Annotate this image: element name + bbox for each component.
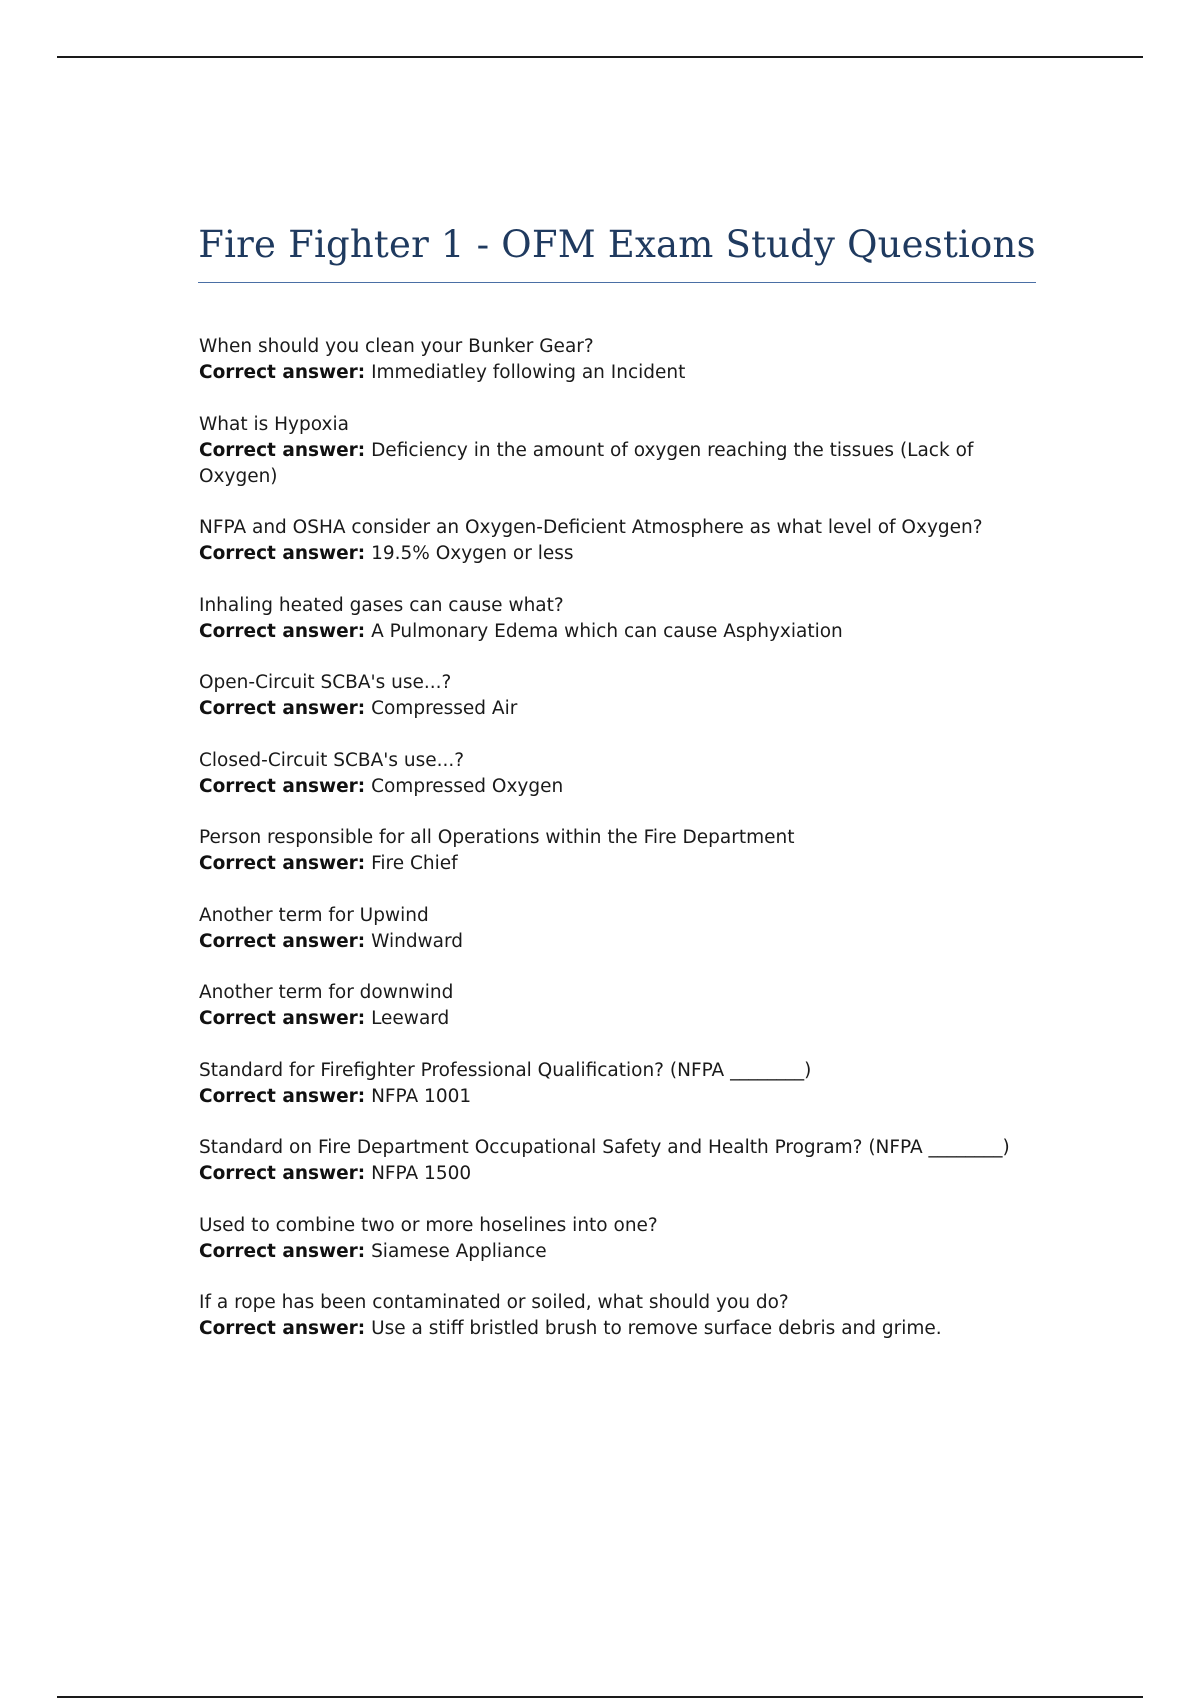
- answer-text: Siamese Appliance: [371, 1240, 547, 1262]
- answer-label: Correct answer:: [199, 853, 366, 874]
- question-item-9: [199, 980, 1029, 1032]
- question-text: When should you clean your Bunker Gear?: [199, 336, 594, 357]
- question-text: Inhaling heated gases can cause what?: [199, 594, 564, 616]
- answer-text: Compressed Air: [371, 698, 518, 719]
- question-list: [199, 334, 1029, 1368]
- question-item-12: [199, 1213, 1029, 1265]
- question-text: Another term for Upwind: [199, 904, 429, 926]
- answer-line: [199, 438, 1029, 490]
- answer-label: Correct answer:: [199, 439, 366, 461]
- answer-label: Correct answer:: [199, 362, 366, 383]
- question-text: If a rope has been contaminated or soiled, what should you do?: [199, 1292, 789, 1313]
- question-text: Standard on Fire Department Occupational Safety and Health Program? (NFPA ________): [199, 1137, 1010, 1158]
- answer-line: [199, 851, 1029, 877]
- answer-line: [199, 541, 1029, 567]
- answer-label: Correct answer:: [199, 543, 366, 564]
- document-title: Fire Fighter 1 - OFM Exam Study Questions: [198, 223, 1036, 266]
- question-item-11: [199, 1135, 1029, 1187]
- question-text: Closed-Circuit SCBA's use...?: [199, 749, 465, 771]
- question-item-3: [199, 515, 1029, 567]
- answer-line: [199, 360, 1029, 386]
- answer-label: Correct answer:: [199, 1008, 366, 1029]
- answer-line: [199, 1316, 1029, 1342]
- answer-label: Correct answer:: [199, 1318, 366, 1339]
- answer-label: Correct answer:: [199, 930, 366, 952]
- question-text: Open-Circuit SCBA's use...?: [199, 672, 452, 693]
- question-item-5: [199, 670, 1029, 722]
- question-text: What is Hypoxia: [199, 413, 349, 435]
- question-text: NFPA and OSHA consider an Oxygen-Deficient Atmosphere as what level of Oxygen?: [199, 517, 983, 538]
- answer-text: Windward: [371, 930, 464, 952]
- answer-line: [199, 1084, 1029, 1110]
- answer-text: NFPA 1001: [371, 1085, 472, 1107]
- answer-label: Correct answer:: [199, 1240, 366, 1262]
- title-block: [198, 220, 1036, 283]
- answer-text: Immediatley following an Incident: [371, 362, 686, 383]
- answer-line: [199, 696, 1029, 722]
- answer-text: Deficiency in the amount of oxygen reaching the tissues (Lack of Oxygen): [199, 439, 974, 487]
- question-text: Used to combine two or more hoselines into one?: [199, 1214, 658, 1236]
- question-item-7: [199, 825, 1029, 877]
- question-item-8: [199, 903, 1029, 955]
- answer-label: Correct answer:: [199, 1085, 366, 1107]
- question-item-10: [199, 1058, 1029, 1110]
- question-item-6: [199, 748, 1029, 800]
- answer-line: [199, 619, 1029, 645]
- question-text: Standard for Firefighter Professional Qualification? (NFPA ________): [199, 1059, 812, 1081]
- answer-label: Correct answer:: [199, 698, 366, 719]
- answer-label: Correct answer:: [199, 1163, 366, 1184]
- question-item-13: [199, 1290, 1029, 1342]
- top-rule: [57, 56, 1143, 58]
- answer-line: [199, 1239, 1029, 1265]
- bottom-rule: [57, 1696, 1143, 1698]
- answer-line: [199, 774, 1029, 800]
- answer-line: [199, 1161, 1029, 1187]
- answer-text: Leeward: [371, 1008, 450, 1029]
- answer-text: Fire Chief: [371, 853, 458, 874]
- question-text: Person responsible for all Operations within the Fire Department: [199, 827, 795, 848]
- answer-label: Correct answer:: [199, 775, 366, 797]
- answer-text: Use a stiff bristled brush to remove surface debris and grime.: [371, 1318, 942, 1339]
- question-item-4: [199, 593, 1029, 645]
- answer-line: [199, 1006, 1029, 1032]
- answer-line: [199, 929, 1029, 955]
- question-item-1: [199, 334, 1029, 386]
- answer-text: 19.5% Oxygen or less: [371, 543, 574, 564]
- answer-text: NFPA 1500: [371, 1163, 472, 1184]
- answer-text: A Pulmonary Edema which can cause Asphyxiation: [371, 620, 843, 642]
- question-text: Another term for downwind: [199, 982, 454, 1003]
- question-item-2: [199, 412, 1029, 490]
- answer-text: Compressed Oxygen: [371, 775, 564, 797]
- answer-label: Correct answer:: [199, 620, 366, 642]
